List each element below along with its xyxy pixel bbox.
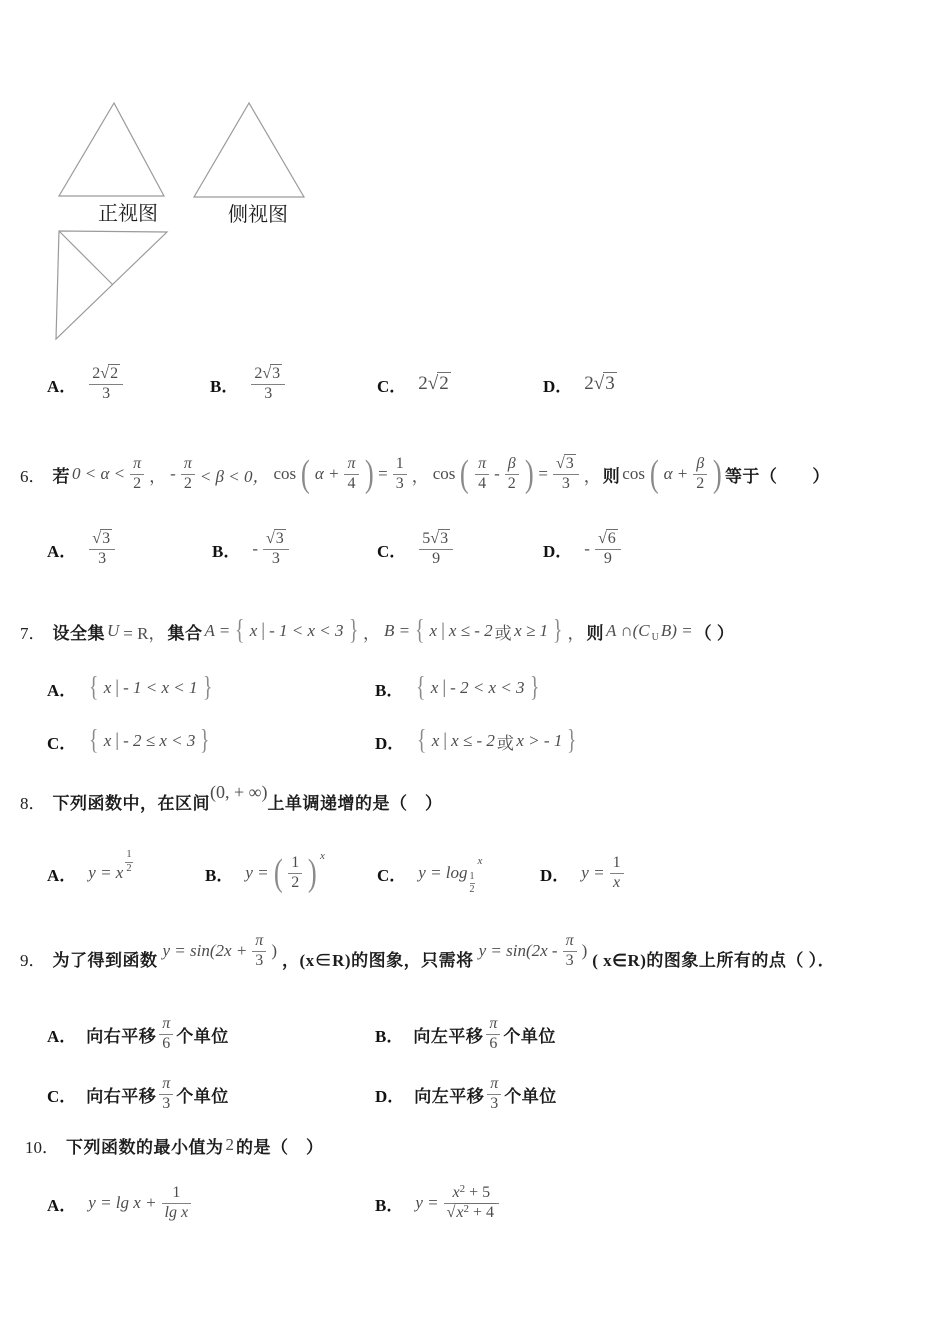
- fraction-numerator: π: [347, 455, 356, 473]
- front-view-label: 正视图: [98, 203, 158, 225]
- fraction-denominator: 3: [553, 474, 579, 493]
- minus-sign: -: [584, 539, 590, 558]
- radicand: 3: [272, 365, 281, 383]
- radicand: 2: [110, 365, 119, 383]
- q6-option-c: [377, 517, 456, 581]
- math-text: α +: [663, 464, 689, 483]
- math-expression: A ∩(C: [606, 621, 650, 640]
- set-bar: |: [442, 677, 447, 698]
- math-variable: x: [431, 731, 440, 750]
- q5-option-a: [47, 355, 126, 413]
- q5-option-b: [210, 355, 288, 413]
- math-expression: [418, 373, 450, 395]
- option-label: C．: [377, 376, 407, 396]
- question-8-stem: [20, 778, 442, 824]
- right-brace: }: [202, 672, 212, 703]
- fraction-numerator: π: [490, 1075, 499, 1093]
- sqrt-symbol: √: [556, 455, 565, 473]
- cos-function: cos: [622, 464, 645, 483]
- fraction-denominator: 3: [251, 384, 285, 403]
- coefficient: 5: [422, 530, 431, 548]
- math-text: 0 < α <: [72, 464, 126, 483]
- radicand: 3: [440, 530, 449, 548]
- fraction: [251, 365, 285, 403]
- fraction-numerator: [595, 530, 621, 548]
- right-brace: }: [529, 672, 539, 703]
- sqrt-symbol: √: [266, 530, 275, 548]
- fraction-numerator: [444, 1184, 499, 1202]
- question-number: 9．: [20, 950, 46, 970]
- option-label: D．: [375, 1086, 405, 1106]
- math-variable: x: [429, 621, 438, 640]
- option-label: D．: [540, 865, 570, 885]
- stem-text-blank: 的是（ ）: [236, 1137, 324, 1157]
- left-paren: (: [301, 453, 310, 495]
- q6-option-a: [47, 517, 118, 581]
- formula-group: [161, 932, 279, 970]
- fraction: [475, 455, 489, 493]
- option-label: A．: [47, 541, 77, 561]
- set-bar: |: [115, 677, 120, 698]
- punctuation: ，: [583, 466, 601, 486]
- left-paren: (: [460, 453, 470, 495]
- fraction: [344, 455, 358, 493]
- option-label: A．: [47, 376, 77, 396]
- q6-option-d: [543, 517, 624, 581]
- punctuation: ，: [567, 623, 585, 643]
- fraction-denominator: 6: [486, 1034, 500, 1053]
- left-brace: {: [415, 615, 425, 646]
- fraction-denominator: lg x: [162, 1203, 192, 1222]
- left-paren: (: [273, 852, 283, 894]
- fraction-denominator: 9: [595, 549, 621, 568]
- option-label: B．: [375, 680, 404, 700]
- fraction-denominator: 3: [487, 1094, 501, 1113]
- sqrt-symbol: √: [100, 365, 110, 383]
- math-expression: y =: [245, 863, 269, 882]
- top-view-shape: [56, 231, 167, 339]
- stem-text-blank: 等于（ ）: [724, 466, 830, 486]
- side-view-label: 侧视图: [228, 204, 288, 226]
- right-paren: ): [271, 941, 277, 960]
- fraction-denominator: 2: [469, 883, 475, 895]
- option-label: C．: [377, 865, 407, 885]
- math-text: + 5: [465, 1184, 491, 1202]
- fraction-denominator: 3: [393, 474, 407, 493]
- option-label: D．: [375, 733, 405, 753]
- question-7-stem: [20, 608, 734, 654]
- set-condition: - 2 ≤ x < 3: [123, 731, 196, 750]
- sqrt-symbol: √: [262, 365, 272, 383]
- fraction-numerator: 1: [126, 849, 132, 861]
- q6-option-b: [212, 517, 292, 581]
- right-paren: ): [713, 453, 723, 495]
- right-brace: }: [567, 725, 577, 756]
- fraction-denominator: 3: [89, 384, 123, 403]
- q10-option-a: [47, 1168, 194, 1238]
- math-expression: y = sin(2x -: [478, 941, 558, 960]
- or-text: 或: [496, 733, 515, 753]
- fraction-numerator: π: [183, 455, 192, 473]
- exponent-fraction: [125, 849, 132, 874]
- stem-text: ，(x∈R)的图象，只需将: [281, 950, 474, 970]
- math-variable: x: [103, 678, 112, 697]
- q9-option-b: [375, 1008, 556, 1060]
- fraction-numerator: π: [162, 1015, 171, 1033]
- option-text: 向右平移: [86, 1086, 157, 1106]
- fraction-numerator: π: [255, 932, 264, 950]
- fraction-denominator: 2: [126, 862, 132, 874]
- sqrt-expression: [447, 1204, 496, 1221]
- fraction-numerator: 1: [395, 455, 404, 473]
- sqrt-symbol: √: [597, 530, 607, 548]
- interval-expression: (0, + ∞): [210, 781, 268, 802]
- fraction-numerator: [251, 365, 285, 383]
- q8-option-c: [377, 842, 482, 904]
- sqrt-symbol: √: [92, 530, 102, 548]
- fraction-denominator: 2: [181, 474, 195, 493]
- fraction: [419, 530, 453, 568]
- fraction-numerator: β: [507, 455, 516, 473]
- coefficient: 2: [254, 365, 263, 383]
- math-expression: y =: [415, 1193, 439, 1212]
- punctuation: ，: [149, 466, 167, 486]
- fraction-denominator: 2: [693, 474, 707, 493]
- math-variable: x: [430, 678, 439, 697]
- sqrt-expression: [594, 373, 617, 394]
- left-brace: {: [416, 672, 426, 703]
- option-text: 向右平移: [86, 1026, 157, 1046]
- coefficient: 2: [584, 373, 594, 394]
- fraction: [181, 455, 195, 493]
- base-fraction: [470, 871, 475, 896]
- fraction-numerator: [89, 365, 123, 383]
- cos-function: cos: [273, 464, 297, 483]
- fraction-denominator: 9: [419, 549, 453, 568]
- option-label: C．: [377, 541, 407, 561]
- option-label: A．: [47, 1026, 77, 1046]
- left-brace: {: [417, 725, 427, 756]
- fraction: [159, 1075, 173, 1113]
- sqrt-symbol: √: [430, 530, 440, 548]
- radicand: 3: [565, 455, 574, 473]
- question-number: 8．: [20, 793, 46, 813]
- q8-option-b: [205, 842, 325, 904]
- q7-option-d: [375, 719, 580, 763]
- math-variable: x: [452, 1184, 460, 1202]
- math-expression: y = x: [88, 863, 124, 882]
- option-text: 个单位: [504, 1086, 557, 1106]
- fraction: [263, 530, 289, 568]
- fraction-numerator: 1: [469, 870, 475, 882]
- question-number: 10．: [25, 1137, 59, 1157]
- math-expression: y =: [581, 863, 605, 882]
- math-variable: x: [456, 1203, 464, 1221]
- fraction-numerator: [89, 530, 115, 548]
- q8-option-a: [47, 842, 133, 904]
- math-text: A =: [204, 621, 231, 640]
- fraction-numerator: 1: [172, 1184, 181, 1202]
- math-expression: y = sin(2x +: [162, 941, 248, 960]
- answer-blank: （ ）: [694, 623, 735, 643]
- stem-text: 则: [586, 623, 605, 643]
- math-variable: x: [103, 731, 112, 750]
- fraction: [595, 530, 621, 568]
- sqrt-expression: [92, 530, 112, 547]
- cos-function: cos: [432, 464, 456, 483]
- right-brace: }: [200, 725, 210, 756]
- q7-option-b: [375, 666, 542, 710]
- sqrt-expression: [556, 455, 576, 472]
- sqrt-symbol: √: [593, 373, 605, 394]
- left-brace: {: [89, 725, 99, 756]
- option-label: B．: [212, 541, 241, 561]
- fraction: [444, 1184, 499, 1222]
- fraction-denominator: 3: [252, 951, 266, 970]
- sqrt-expression: [262, 365, 282, 382]
- set-condition: x ≤ - 2: [451, 731, 495, 750]
- fraction-denominator: 3: [563, 951, 577, 970]
- fraction: [563, 932, 577, 970]
- fraction-numerator: π: [162, 1075, 171, 1093]
- q9-option-a: [47, 1008, 229, 1060]
- right-paren: ): [581, 941, 588, 960]
- value: 2: [225, 1135, 234, 1154]
- right-paren: ): [308, 852, 318, 894]
- fraction-denominator: 2: [288, 873, 302, 892]
- fraction-denominator: 3: [263, 549, 289, 568]
- option-text: 向左平移: [414, 1086, 485, 1106]
- math-expression: y = log: [418, 863, 468, 882]
- sqrt-symbol: √: [446, 1203, 456, 1221]
- fraction: [487, 1075, 501, 1113]
- q7-option-c: [47, 719, 213, 763]
- set-bar: |: [261, 620, 266, 641]
- fraction-numerator: 1: [612, 854, 621, 872]
- sqrt-expression: [598, 530, 618, 547]
- math-text: α +: [314, 464, 340, 483]
- option-label: D．: [543, 376, 573, 396]
- set-condition: x ≥ 1: [514, 621, 549, 640]
- stem-text: 为了得到函数: [52, 950, 158, 970]
- exponent: x: [319, 850, 325, 862]
- q5-option-d: [543, 364, 619, 404]
- left-brace: {: [89, 672, 99, 703]
- exponent: 2: [463, 1202, 470, 1215]
- q5-option-c: [377, 364, 453, 404]
- option-text: 个单位: [176, 1086, 229, 1106]
- fraction-denominator: x: [610, 873, 624, 892]
- exponent: 2: [459, 1183, 466, 1196]
- question-10-stem: [25, 1128, 324, 1162]
- set-condition: x ≤ - 2: [448, 621, 493, 640]
- set-condition: - 2 < x < 3: [450, 678, 525, 697]
- fraction-denominator: 3: [89, 549, 115, 568]
- radicand: [454, 1203, 496, 1221]
- option-label: B．: [375, 1026, 404, 1046]
- question-number: 7．: [20, 623, 46, 643]
- math-variable: U: [107, 621, 120, 640]
- left-paren: (: [649, 453, 659, 495]
- option-label: A．: [47, 680, 77, 700]
- right-brace: }: [553, 615, 563, 646]
- option-label: B．: [205, 865, 234, 885]
- top-view-inner-line: [59, 231, 113, 285]
- fraction-denominator: 4: [475, 474, 489, 493]
- option-label: A．: [47, 865, 77, 885]
- fraction-numerator: π: [133, 455, 142, 473]
- fraction: [610, 854, 624, 892]
- stem-text: 若: [52, 466, 70, 486]
- right-paren: ): [524, 453, 534, 495]
- radicand: 3: [275, 530, 284, 548]
- option-label: A．: [47, 1195, 77, 1215]
- punctuation: ，: [362, 623, 380, 643]
- argument: x: [477, 855, 483, 867]
- minus-sign: -: [252, 539, 259, 558]
- fraction-numerator: β: [696, 455, 705, 473]
- fraction: [89, 365, 123, 403]
- stem-text: 则: [602, 466, 621, 486]
- fraction-numerator: [553, 455, 579, 473]
- fraction-denominator: 6: [159, 1034, 173, 1053]
- equals-sign: =: [378, 464, 388, 483]
- fraction-denominator: 3: [159, 1094, 173, 1113]
- q10-option-b: [375, 1164, 502, 1242]
- sqrt-expression: [430, 530, 450, 547]
- fraction-denominator: 2: [505, 474, 519, 493]
- minus-sign: -: [494, 464, 500, 483]
- set-condition: - 1 < x < 3: [269, 621, 344, 640]
- three-view-figure: [45, 95, 320, 345]
- set-bar: |: [443, 730, 448, 751]
- formula-group: [477, 932, 590, 970]
- sqrt-expression: [266, 530, 286, 547]
- fraction-numerator: π: [565, 932, 574, 950]
- fraction: [159, 1015, 173, 1053]
- subscript: U: [651, 631, 659, 643]
- fraction-numerator: [419, 530, 453, 548]
- fraction: [252, 932, 266, 970]
- q7-option-a: [47, 666, 215, 710]
- question-6-stem: [20, 442, 830, 506]
- math-expression: y = lg x +: [88, 1193, 157, 1212]
- option-label: B．: [210, 376, 239, 396]
- stem-text: 集合: [167, 623, 203, 643]
- fraction-denominator: 2: [130, 474, 144, 493]
- math-text: -: [170, 464, 176, 483]
- side-view-triangle: [194, 103, 304, 197]
- fraction-numerator: π: [489, 1015, 498, 1033]
- option-text: 个单位: [503, 1026, 556, 1046]
- equals-sign: =: [538, 464, 549, 483]
- option-label: D．: [543, 541, 573, 561]
- radicand: 2: [439, 373, 449, 394]
- fraction: [486, 1015, 500, 1053]
- stem-text: 下列函数的最小值为: [66, 1137, 224, 1157]
- coefficient: 2: [418, 373, 428, 394]
- question-9-stem: [20, 926, 835, 990]
- radicand: 3: [605, 373, 615, 394]
- math-expression: [584, 373, 616, 395]
- fraction-numerator: 1: [291, 854, 300, 872]
- radicand: 3: [102, 530, 111, 548]
- fraction: [553, 455, 579, 493]
- math-text: = R，: [123, 623, 166, 643]
- fraction: [130, 455, 144, 493]
- set-condition: - 1 < x < 1: [123, 678, 198, 697]
- stem-text-blank: ( x∈R)的图象上所有的点（ ）．: [592, 950, 836, 970]
- fraction-numerator: [263, 530, 289, 548]
- set-condition: x > - 1: [516, 731, 563, 750]
- option-label: C．: [47, 1086, 77, 1106]
- right-paren: ): [364, 453, 374, 495]
- set-bar: |: [441, 620, 445, 641]
- fraction: [89, 530, 115, 568]
- option-label: B．: [375, 1195, 404, 1215]
- q9-option-c: [47, 1068, 229, 1120]
- punctuation: ，: [411, 466, 429, 486]
- fraction-denominator: 4: [344, 474, 358, 493]
- right-brace: }: [348, 615, 358, 646]
- q8-option-d: [540, 842, 627, 904]
- fraction: [393, 455, 407, 493]
- fraction: [162, 1184, 192, 1222]
- fraction-denominator: [444, 1203, 499, 1222]
- math-text: + 4: [469, 1203, 495, 1221]
- stem-text: 下列函数中，在区间: [52, 793, 210, 813]
- or-text: 或: [494, 623, 513, 643]
- fraction: [693, 455, 707, 493]
- option-text: 个单位: [176, 1026, 229, 1046]
- option-text: 向左平移: [413, 1026, 484, 1046]
- sqrt-expression: [428, 373, 451, 394]
- left-brace: {: [235, 615, 245, 646]
- stem-text: 设全集: [52, 623, 105, 643]
- stem-text-blank: 上单调递增的是（ ）: [267, 793, 443, 813]
- fraction: [505, 455, 519, 493]
- sqrt-symbol: √: [427, 373, 439, 394]
- question-number: 6．: [20, 466, 46, 486]
- math-text: < β < 0，: [199, 466, 270, 486]
- math-expression: B) =: [660, 621, 693, 640]
- math-text: B =: [383, 621, 411, 640]
- front-view-triangle: [59, 103, 164, 196]
- math-variable: x: [249, 621, 258, 640]
- radicand: 6: [607, 530, 616, 548]
- q9-option-d: [375, 1068, 557, 1120]
- coefficient: 2: [92, 365, 101, 383]
- fraction: [288, 854, 302, 892]
- option-label: C．: [47, 733, 77, 753]
- fraction-numerator: π: [478, 455, 487, 473]
- sqrt-expression: [100, 365, 120, 382]
- set-bar: |: [115, 730, 120, 751]
